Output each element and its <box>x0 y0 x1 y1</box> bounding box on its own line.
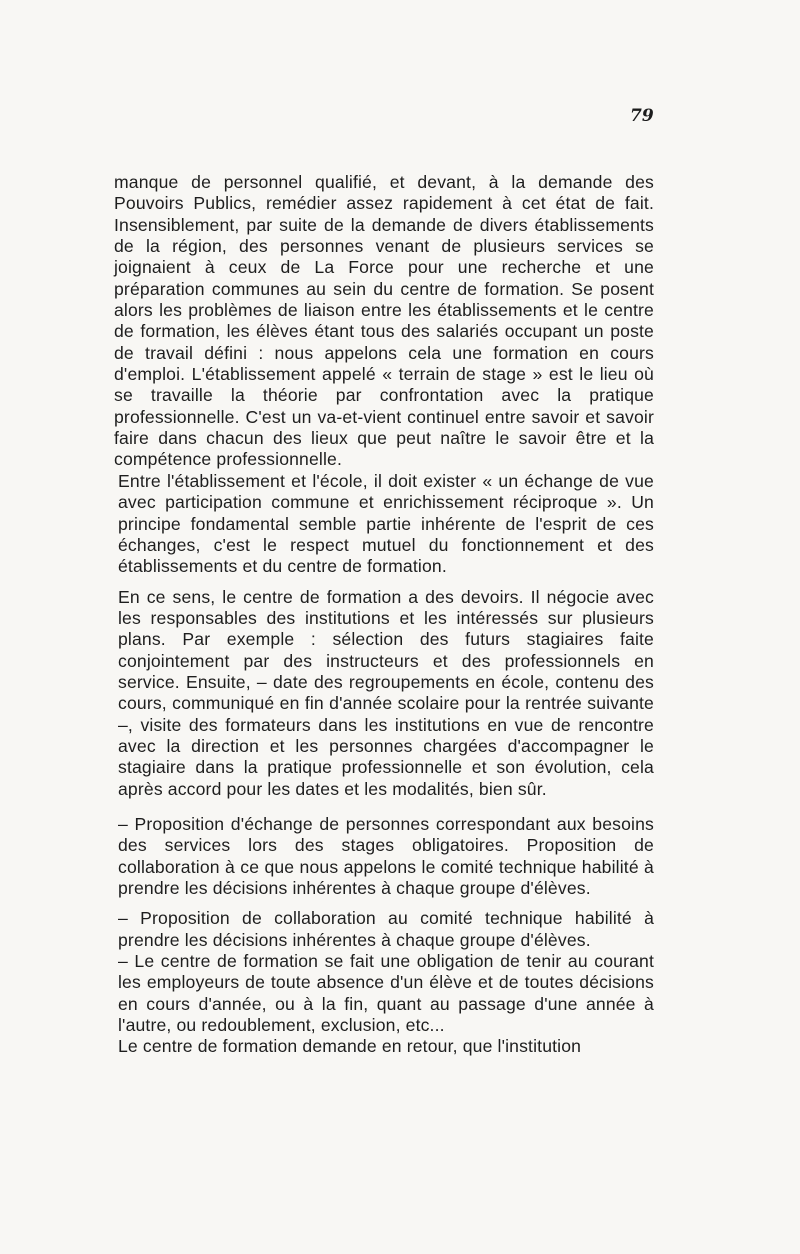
body-text <box>114 172 654 1058</box>
paragraph-2: Entre l'établissement et l'école, il doit exister « un échange de vue avec participation commune et enrichissement réciproque ». Un principe fondamental semble partie inhérente de l'esprit de ces échanges, c'est le respect mutuel du fonctionnement et des établissements et du centre de formation. <box>118 470 654 577</box>
paragraph-4: – Proposition d'échange de personnes correspondant aux besoins des services lors des stages obligatoires. Proposition de collaboration à ce que nous appelons le comité technique habilité à prendre les décisions inhérentes à chaque groupe d'élèves. <box>118 813 654 898</box>
paragraph-1: manque de personnel qualifié, et devant, à la demande des Pouvoirs Publics, remédier assez rapidement à cet état de fait. Insensiblement, par suite de la demande de divers établissements de la région, des personnes venant de plusieurs services se joignaient à ceux de La Force pour une recherche et une préparation communes au sein du centre de formation. Se posent alors les problèmes de liaison entre les établissements et le centre de formation, les élèves étant tous des salariés occupant un poste de travail défini : nous appelons cela une formation en cours d'emploi. L'établissement appelé « terrain de stage » est le lieu où se travaille la théorie par confrontation avec la pratique professionnelle. C'est un va-et-vient continuel entre savoir et savoir faire dans chacun des lieux que peut naître le savoir être et la compétence professionnelle. <box>114 172 654 470</box>
paragraph-6: – Le centre de formation se fait une obligation de tenir au courant les employeurs de toute absence d'un élève et de toutes décisions en cours d'année, ou à la fin, quant au passage d'une année à l'autre, ou redoublement, exclusion, etc... <box>118 951 654 1036</box>
paragraph-5: – Proposition de collaboration au comité technique habilité à prendre les décisions inhérentes à chaque groupe d'élèves. <box>118 908 654 950</box>
paragraph-3: En ce sens, le centre de formation a des devoirs. Il négocie avec les responsables des institutions et les intéressés sur plusieurs plans. Par exemple : sélection des futurs stagiaires faite conjointement par des instructeurs et des professionnels en service. Ensuite, – date des regroupements en école, contenu des cours, communiqué en fin d'année scolaire pour la rentrée suivante –, visite des formateurs dans les institutions en vue de rencontre avec la direction et les personnes chargées d'accompagner le stagiaire dans la pratique professionnelle et son évolution, cela après accord pour les dates et les modalités, bien sûr. <box>118 586 654 799</box>
page-number: 79 <box>630 106 654 126</box>
paragraph-7: Le centre de formation demande en retour, que l'institution <box>118 1036 582 1057</box>
